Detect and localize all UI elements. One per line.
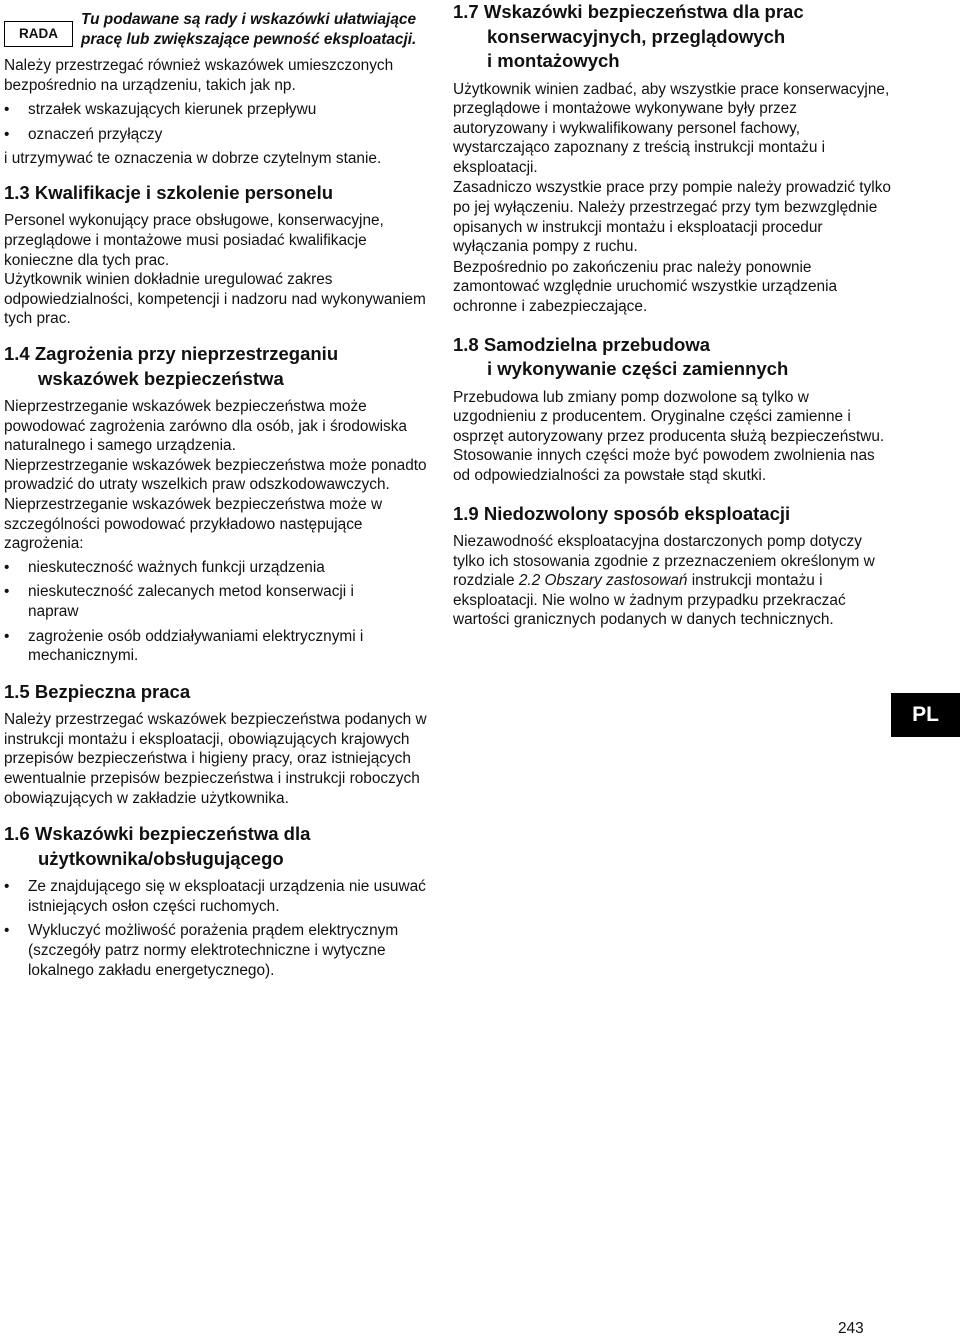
section-heading: 1.3 Kwalifikacje i szkolenie personelu: [4, 181, 334, 203]
body-paragraph: Użytkownik winien zadbać, aby wszystkie prace konserwacyjne, przeglądowe i montażowe wykonywane były przez autoryzowany i wykwalifikowany personel fachowy, wystarczająco zapoznany z treścią instrukcji montażu i eksploatacji.: [453, 80, 890, 176]
section-heading: 1.9 Niedozwolony sposób eksploatacji: [453, 502, 791, 524]
body-paragraph: Zasadniczo wszystkie prace przy pompie należy prowadzić tylko po jej wyłączeniu. Należy przestrzegać przy tym bezwzględnie opisanych w instrukcji montażu i eksploatacji procedur wyłączania pompy z ruchu.: [453, 179, 891, 256]
paragraph-text: Niezawodność eksploatacyjna dostarczonych pomp dotyczy tylko ich stosowania zgodnie z przeznaczeniem określonym w rozdziale: [453, 533, 875, 590]
heading-line: i montażowych: [487, 50, 620, 71]
list-item: • nieskuteczność ważnych funkcji urządzenia: [4, 558, 429, 578]
body-paragraph: Personel wykonujący prace obsługowe, konserwacyjne, przeglądowe i montażowe musi posiadać kwalifikacje konieczne dla tych prac.: [4, 212, 384, 269]
section-heading: [4, 342, 429, 391]
body-paragraph: Nieprzestrzeganie wskazówek bezpieczeństwa może powodować zagrożenia zarówno dla osób, jak i środowiska naturalnego i samego urządzenia.: [4, 398, 407, 455]
body-paragraph: Bezpośrednio po zakończeniu prac należy ponownie zamontować względnie uruchomić wszystkie urządzenia ochronne i zabezpieczające.: [453, 258, 838, 316]
intro-bullet-list: [4, 100, 429, 144]
heading-line: 1.7 Wskazówki bezpieczeństwa dla prac: [453, 1, 804, 22]
intro-paragraph: Należy przestrzegać również wskazówek umieszczonych bezpośrednio na urządzeniu, takich jak np.: [4, 57, 394, 94]
heading-line: konserwacyjnych, przeglądowych: [487, 25, 786, 47]
tip-badge: RADA: [4, 21, 73, 47]
body-paragraph: Należy przestrzegać wskazówek bezpieczeństwa podanych w instrukcji montażu i eksploatacji, obowiązujących krajowych przepisów bezpieczeństwa i higieny pracy, oraz istniejących ewentualnie przepisów bezpieczeństwa i instrukcji roboczych obowiązujących w zakładzie użytkownika.: [4, 711, 427, 807]
tip-text: Tu podawane są rady i wskazówki ułatwiające pracę lub zwiększające pewność eksploatacji.: [81, 11, 417, 48]
heading-line: wskazówek bezpieczeństwa: [38, 367, 284, 389]
body-paragraph: Przebudowa lub zmiany pomp dozwolone są tylko w uzgodnieniu z producentem. Oryginalne części zamienne i osprzęt autoryzowany przez producenta służą bezpieczeństwu. Stosowanie innych części może być powodem zwolnienia nas od odpowiedzialności za powstałe stąd skutki.: [453, 388, 885, 484]
section-heading: 1.5 Bezpieczna praca: [4, 680, 191, 702]
cross-reference: 2.2 Obszary zastosowań: [518, 572, 688, 590]
left-column: [4, 0, 429, 980]
heading-line: 1.6 Wskazówki bezpieczeństwa dla: [4, 823, 311, 845]
body-paragraph: Nieprzestrzeganie wskazówek bezpieczeństwa może ponadto prowadzić do utraty wszelkich praw odszkodowawczych.: [4, 456, 427, 494]
body-paragraph: Użytkownik winien dokładnie uregulować zakres odpowiedzialności, kompetencji i nadzoru nad wykonywaniem tych prac.: [4, 271, 426, 328]
heading-line: użytkownika/obsługującego: [38, 847, 284, 869]
heading-line: i wykonywanie części zamiennych: [487, 358, 789, 380]
list-item: • Ze znajdującego się w eksploatacji urządzenia nie usuwać istniejących osłon części ruchomych.: [4, 877, 429, 916]
language-tab: PL: [891, 693, 960, 737]
body-paragraph: Nieprzestrzeganie wskazówek bezpieczeństwa może w szczególności powodować przykładowo następujące zagrożenia:: [4, 496, 383, 553]
body-paragraph: [453, 532, 893, 630]
section-heading: [453, 0, 893, 74]
heading-line: 1.4 Zagrożenia przy nieprzestrzeganiu: [4, 343, 339, 365]
heading-line: 1.8 Samodzielna przebudowa: [453, 333, 711, 355]
tip-block: [4, 0, 429, 50]
right-column: [453, 0, 893, 630]
list-item: • strzałek wskazujących kierunek przepływu: [4, 100, 429, 120]
section-heading: [453, 333, 893, 382]
list-item: • nieskuteczność zalecanych metod konserwacji i napraw: [4, 582, 429, 621]
list-item: • oznaczeń przyłączy: [4, 125, 429, 145]
section-heading: [4, 822, 429, 871]
list-item: • Wykluczyć możliwość porażenia prądem elektrycznym (szczegóły patrz normy elektrotechniczne i wytyczne lokalnego zakładu energetycznego).: [4, 921, 429, 980]
user-bullet-list: [4, 877, 429, 980]
page-number: 243: [838, 1320, 864, 1337]
intro-paragraph: i utrzymywać te oznaczenia w dobrze czytelnym stanie.: [4, 150, 382, 168]
list-item: • zagrożenie osób oddziaływaniami elektrycznymi i mechanicznymi.: [4, 627, 429, 666]
hazard-bullet-list: [4, 558, 429, 666]
paragraph-text: instrukcji montażu i eksploatacji. Nie wolno w żadnym przypadku przekraczać wartości granicznych podanych w danych technicznych.: [453, 572, 846, 629]
